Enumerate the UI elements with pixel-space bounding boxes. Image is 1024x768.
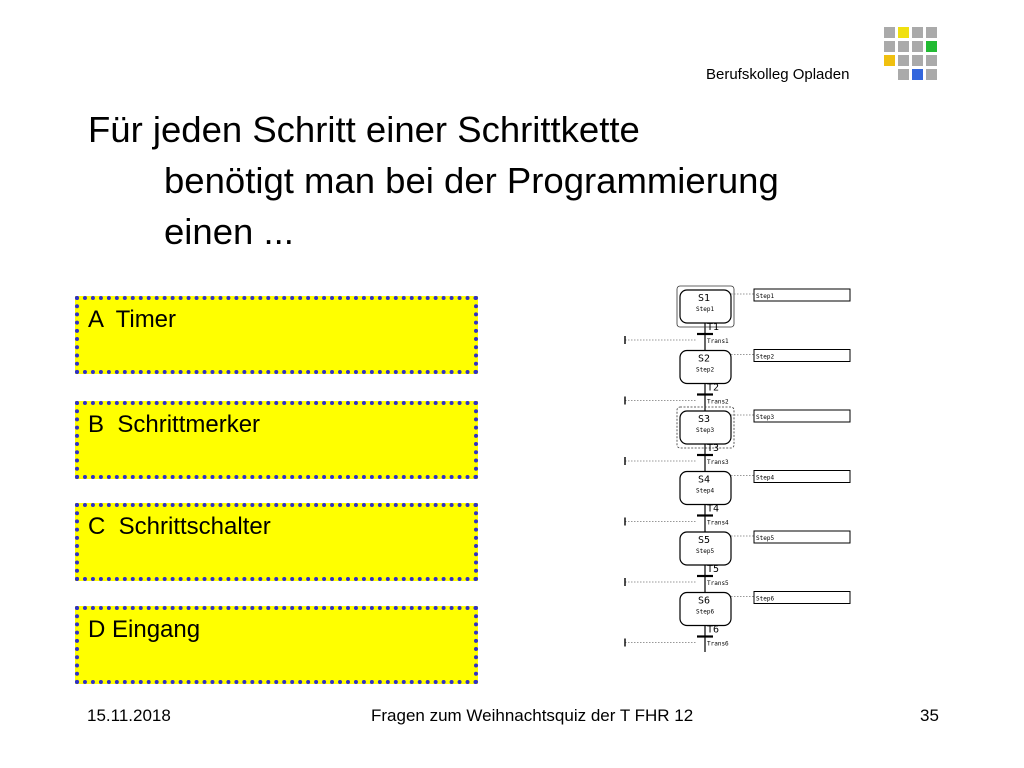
answer-c-label: C Schrittschalter <box>88 513 271 540</box>
answer-d-button[interactable] <box>75 606 478 684</box>
answer-d-label: D Eingang <box>88 616 201 643</box>
logo-square <box>926 41 937 52</box>
question-line-2: benötigt man bei der Programmierung <box>164 160 779 201</box>
transition-name: T3 <box>707 443 720 454</box>
answer-a-button[interactable] <box>75 296 478 374</box>
action-label: Step4 <box>756 474 775 482</box>
step-sub-label: Step4 <box>696 487 715 495</box>
step-sub-label: Step5 <box>696 548 715 555</box>
logo-square <box>912 69 923 80</box>
question-line-1: Für jeden Schritt einer Schrittkette <box>88 109 640 150</box>
answer-a-label: A Timer <box>88 306 177 333</box>
school-logo <box>884 27 940 83</box>
logo-square <box>884 27 895 38</box>
footer-page-number: 35 <box>920 706 939 725</box>
step-name: S4 <box>698 474 711 486</box>
logo-square <box>926 69 937 80</box>
footer-title: Fragen zum Weihnachtsquiz der T FHR 12 <box>371 706 694 725</box>
step-name: S5 <box>698 535 711 546</box>
step-name: S2 <box>698 353 711 365</box>
step-name: S3 <box>698 414 711 425</box>
transition-name: T5 <box>707 564 720 575</box>
transition-name: T2 <box>707 382 720 394</box>
logo-square <box>884 69 895 80</box>
logo-square <box>898 69 909 80</box>
step-sub-label: Step2 <box>696 366 715 374</box>
answer-c-button[interactable] <box>75 503 478 581</box>
answer-b-button[interactable] <box>75 401 478 479</box>
action-label: Step6 <box>756 595 775 603</box>
step-sub-label: Step3 <box>696 427 715 434</box>
logo-square <box>912 55 923 66</box>
step-sub-label: Step6 <box>696 608 715 616</box>
step-sequence-diagram <box>620 282 860 654</box>
logo-square <box>884 41 895 52</box>
step-sub-label: Step1 <box>696 306 715 313</box>
action-label: Step1 <box>756 293 775 300</box>
action-label: Step2 <box>756 353 775 361</box>
logo-square <box>926 55 937 66</box>
logo-square <box>884 55 895 66</box>
transition-sub-label: Trans5 <box>707 580 729 587</box>
logo-square <box>912 27 923 38</box>
transition-sub-label: Trans4 <box>707 519 729 527</box>
answer-b-label: B Schrittmerker <box>88 411 261 438</box>
action-label: Step3 <box>756 414 775 421</box>
action-label: Step5 <box>756 535 775 542</box>
question-line-3: einen ... <box>164 211 294 252</box>
transition-name: T4 <box>707 503 720 515</box>
transition-sub-label: Trans6 <box>707 640 729 648</box>
logo-square <box>912 41 923 52</box>
logo-square <box>898 55 909 66</box>
transition-sub-label: Trans3 <box>707 459 729 466</box>
logo-square <box>898 41 909 52</box>
logo-square <box>898 27 909 38</box>
step-name: S6 <box>698 595 711 607</box>
transition-sub-label: Trans1 <box>707 338 729 345</box>
logo-square <box>926 27 937 38</box>
transition-sub-label: Trans2 <box>707 398 729 406</box>
institution-label: Berufskolleg Opladen <box>706 66 850 83</box>
transition-name: T6 <box>707 624 720 636</box>
step-name: S1 <box>698 293 711 304</box>
footer-date: 15.11.2018 <box>87 706 171 725</box>
transition-name: T1 <box>707 322 720 333</box>
question-text <box>88 104 958 257</box>
